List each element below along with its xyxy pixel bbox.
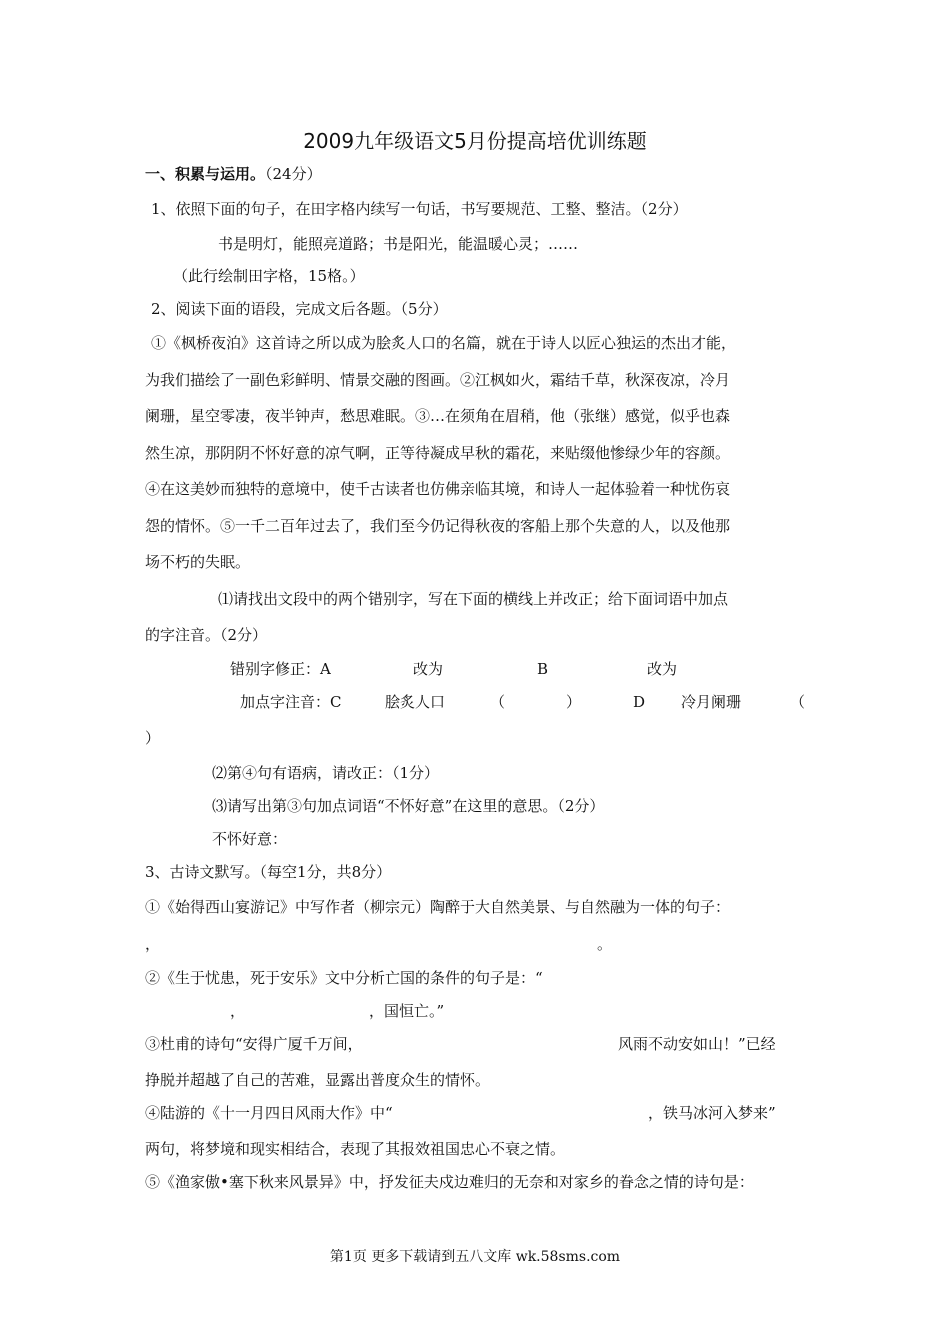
correction-b: B bbox=[537, 660, 549, 678]
section-score: （24分） bbox=[265, 165, 322, 183]
passage-line: ④在这美妙而独特的意境中，使千古读者也仿佛亲临其境，和诗人一起体验着一种忧伤哀 bbox=[145, 480, 731, 498]
pinyin-word-d: 冷月阑珊 bbox=[681, 693, 742, 711]
q3-item4-end: ，铁马冰河入梦来” bbox=[648, 1104, 776, 1122]
pinyin-paren-open-d: （ bbox=[790, 693, 806, 711]
sub3-answer-label: 不怀好意： bbox=[212, 830, 288, 848]
q2-prompt: 2、阅读下面的语段，完成文后各题。（5分） bbox=[151, 300, 448, 318]
pinyin-d: D bbox=[633, 693, 646, 711]
passage-line: 场不朽的失眠。 bbox=[145, 553, 251, 571]
passage-line: 阑珊，星空零凄，夜半钟声，愁思难眠。③…在须角在眉稍，他（张继）感觉，似乎也森 bbox=[145, 407, 731, 425]
section-heading bbox=[145, 164, 322, 184]
sub2: ⑵第④句有语病，请改正：（1分） bbox=[212, 764, 440, 782]
passage-line: 然生凉，那阴阴不怀好意的凉气啊，正等待凝成早秋的霜花，来贴缀他惨绿少年的容颜。 bbox=[145, 444, 731, 462]
pinyin-paren-close-d: ） bbox=[145, 729, 161, 747]
pinyin-word-c: 脍炙人口 bbox=[385, 693, 446, 711]
q1-prompt: 1、依照下面的句子，在田字格内续写一句话，书写要规范、工整、整洁。（2分） bbox=[151, 200, 688, 218]
q1-example: 书是明灯，能照亮道路；书是阳光，能温暖心灵；…… bbox=[218, 235, 579, 253]
page-footer: 第1页 更多下载请到五八文库 wk.58sms.com bbox=[329, 1249, 621, 1265]
q3-item2-comma: ， bbox=[230, 1002, 246, 1020]
q3-item2: ②《生于忧患，死于安乐》文中分析亡国的条件的句子是：“ bbox=[145, 969, 543, 987]
pinyin-paren-close-c: ） bbox=[566, 693, 582, 711]
q3-item3-end: 风雨不动安如山！”已经 bbox=[618, 1035, 776, 1053]
correction-change-b: 改为 bbox=[647, 660, 678, 678]
q3-prompt: 3、古诗文默写。（每空1分，共8分） bbox=[145, 863, 392, 881]
q3-item2-end: ，国恒亡。” bbox=[369, 1002, 445, 1020]
sub1-line2: 的字注音。（2分） bbox=[145, 626, 268, 644]
q3-item3-start: ③杜甫的诗句“安得广厦千万间， bbox=[145, 1035, 363, 1053]
correction-change-a: 改为 bbox=[413, 660, 444, 678]
pinyin-paren-open-c: （ bbox=[490, 693, 506, 711]
q3-item1: ①《始得西山宴游记》中写作者（柳宗元）陶醉于大自然美景、与自然融为一体的句子： bbox=[145, 898, 731, 916]
q1-note: （此行绘制田字格，15格。） bbox=[173, 267, 365, 285]
q3-item3-cont: 挣脱并超越了自己的苦难，显露出普度众生的情怀。 bbox=[145, 1071, 491, 1089]
q3-item5: ⑤《渔家傲•塞下秋来风景异》中，抒发征夫戍边难归的无奈和对家乡的眷念之情的诗句是： bbox=[145, 1173, 754, 1191]
sub3: ⑶请写出第③句加点词语“不怀好意”在这里的意思。（2分） bbox=[212, 797, 605, 815]
q3-item4-start: ④陆游的《十一月四日风雨大作》中“ bbox=[145, 1104, 393, 1122]
passage-line: ①《枫桥夜泊》这首诗之所以成为脍炙人口的名篇，就在于诗人以匠心独运的杰出才能， bbox=[151, 334, 737, 352]
correction-label: 错别字修正：A bbox=[230, 660, 331, 678]
passage-line: 为我们描绘了一副色彩鲜明、情景交融的图画。②江枫如火，霜结千草，秋深夜凉，冷月 bbox=[145, 371, 731, 389]
q3-item1-period: 。 bbox=[597, 935, 613, 953]
pinyin-label: 加点字注音：C bbox=[240, 693, 342, 711]
q3-item4-cont: 两句，将梦境和现实相结合，表现了其报效祖国忠心不衰之情。 bbox=[145, 1140, 566, 1158]
q3-item1-comma: ， bbox=[145, 935, 161, 953]
section-heading-text: 一、积累与运用。 bbox=[145, 165, 266, 183]
sub1-line1: ⑴请找出文段中的两个错别字，写在下面的横线上并改正；给下面词语中加点 bbox=[218, 590, 729, 608]
page-title: 2009九年级语文5月份提高培优训练题 bbox=[303, 129, 647, 153]
passage-line: 怨的情怀。⑤一千二百年过去了，我们至今仍记得秋夜的客船上那个失意的人，以及他那 bbox=[145, 517, 731, 535]
